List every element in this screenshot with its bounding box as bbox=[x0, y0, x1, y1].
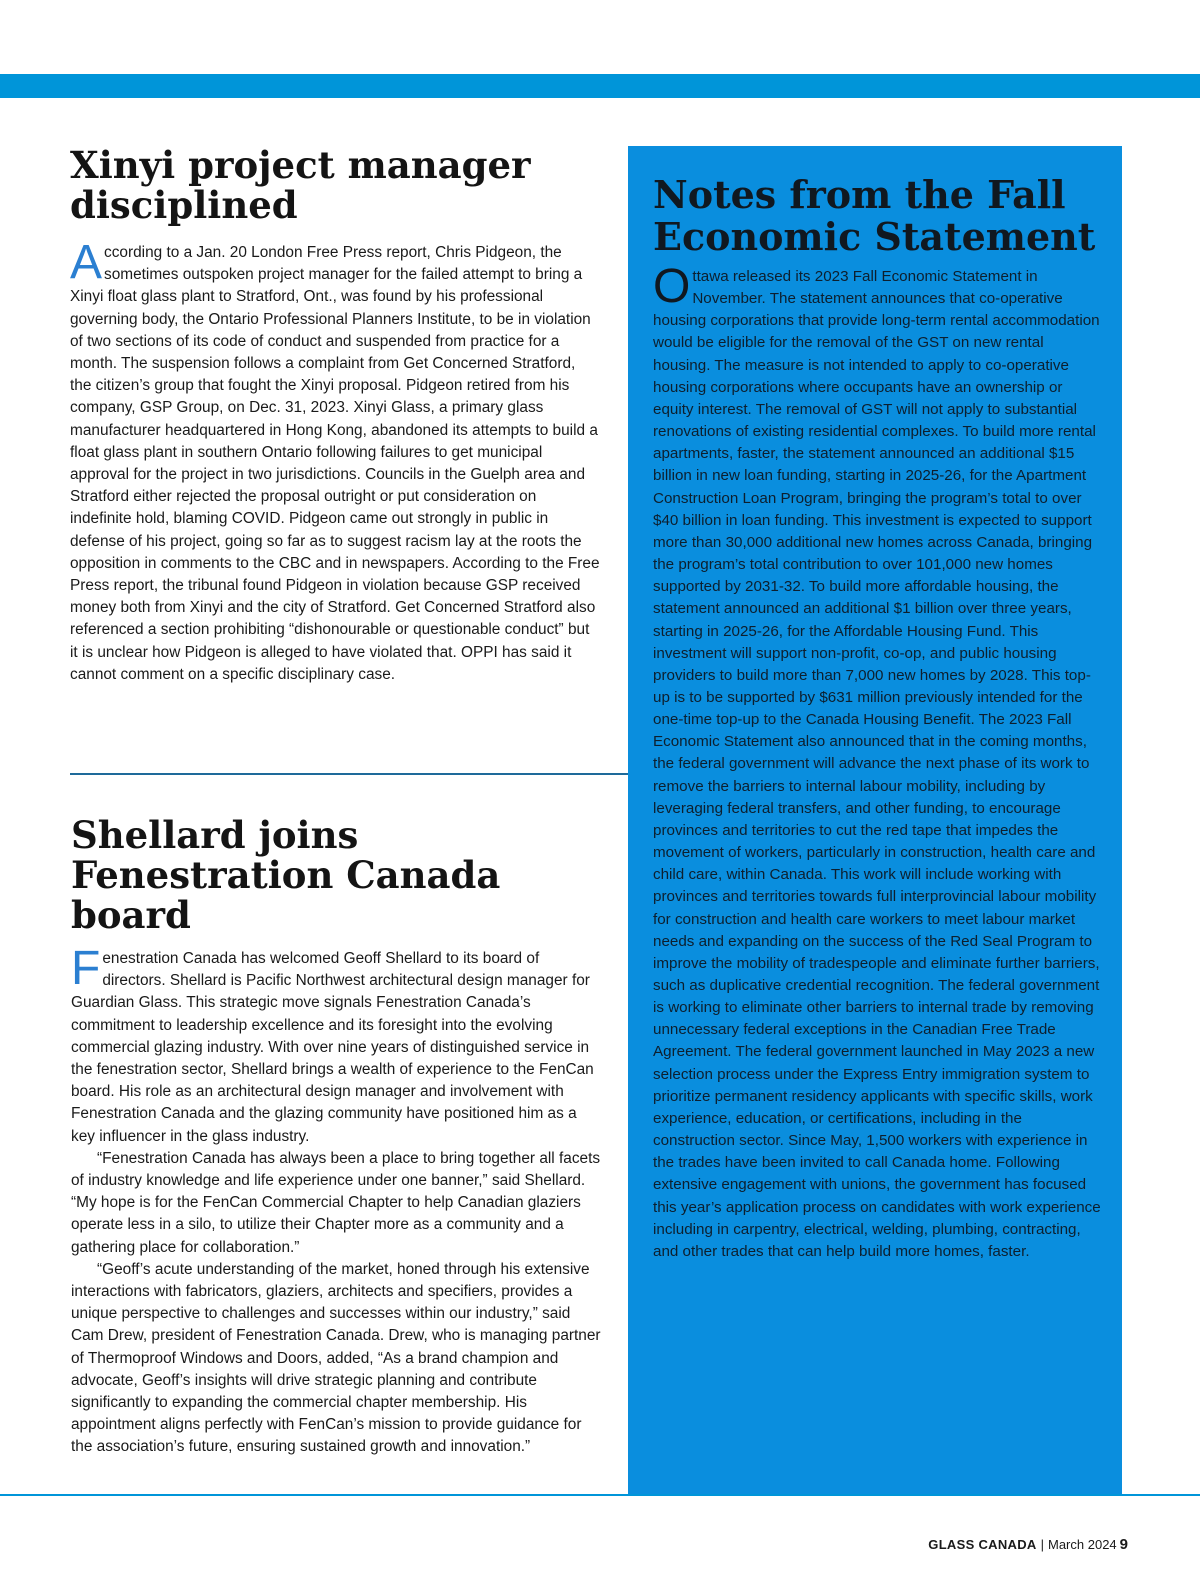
footer-rule bbox=[0, 1494, 1200, 1496]
drop-cap: O bbox=[653, 260, 691, 313]
sidebar-title: Notes from the Fall Economic Statement bbox=[653, 172, 1096, 259]
article-paragraph: “Geoff’s acute understanding of the market, honed through his extensive interactions with fabricators, glaziers, architects and specifiers, provides a unique perspective to challenges and successes within our industry,” said Cam Drew, president of Fenestration Canada. Drew, who is managing partner of Thermoproof Windows and Doors, added, “As a brand champion and advocate, Geoff’s insights will drive strategic planning and contribute significantly to expanding the commercial chapter membership. His appointment aligns perfectly with FenCan’s mission to provide guidance for the association’s future, ensuring sustained growth and innovation.” bbox=[71, 1260, 601, 1456]
publication-name: GLASS CANADA bbox=[928, 1537, 1037, 1552]
page-number: 9 bbox=[1119, 1536, 1128, 1553]
footer-separator: | bbox=[1040, 1537, 1044, 1552]
top-accent-bar bbox=[0, 74, 1200, 98]
sidebar-body bbox=[653, 260, 1101, 1263]
drop-cap: F bbox=[71, 942, 101, 995]
drop-cap: A bbox=[70, 236, 103, 289]
article-paragraph: enestration Canada has welcomed Geoff Shellard to its board of directors. Shellard is Pacific Northwest architectural design manager for Guardian Glass. This strategic move signals Fenestration Canada’s commitment to leadership excellence and its foresight into the evolving commercial glazing industry. With over nine years of distinguished service in the fenestration sector, Shellard brings a wealth of experience to the FenCan board. His role as an architectural design manager and involvement with Fenestration Canada and the glazing community have positioned him as a key influencer in the glass industry. bbox=[71, 950, 594, 1145]
article-paragraph: “Fenestration Canada has always been a place to bring together all facets of industry knowledge and life experience under one banner,” said Shellard. “My hope is for the FenCan Commercial Chapter to help Canadian glaziers operate less in a silo, to utilize their Chapter more as a community and a gathering place for collaboration.” bbox=[71, 1149, 601, 1256]
article-title: Xinyi project manager disciplined bbox=[70, 143, 531, 227]
page-footer bbox=[928, 1536, 1128, 1553]
sidebar-paragraph: ttawa released its 2023 Fall Economic Statement in November. The statement announces that co-operative housing corporations that provide long-term rental accommodation would be eligible for the removal of the GST on new rental housing. The measure is not intended to apply to co-operative housing corporations where occupants have an ownership or equity interest. The removal of GST will not apply to substantial renovations of existing residential complexes. To build more rental apartments, faster, the statement announced an additional $15 billion in new loan funding, starting in 2025-26, for the Apartment Construction Loan Program, bringing the program’s total to over $40 billion in loan funding. This investment is expected to support more than 30,000 additional new homes across Canada, bringing the program’s total contribution to over 101,000 new homes supported by 2031-32. To build more affordable housing, the statement announced an additional $1 billion over three years, starting in 2025-26, for the Affordable Housing Fund. This investment will support non-profit, co-op, and public housing providers to build more than 7,000 new homes by 2028. This top-up is to be supported by $631 million previously intended for the one-time top-up to the Canada Housing Benefit. The 2023 Fall Economic Statement also announced that in the coming months, the federal government will advance the next phase of its work to remove the barriers to internal labour mobility, including by leveraging federal transfers, and other funding, to encourage provinces and territories to cut the red tape that impedes the movement of workers, particularly in construction, health care and child care, within Canada. This work will include working with provinces and territories towards full interprovincial labour mobility for construction and health care workers to meet labour market needs and expanding on the success of the Red Seal Program to improve the mobility of tradespeople and eliminate further barriers, such as duplicative credential recognition. The federal government is working to eliminate other barriers to internal trade by removing unnecessary federal exceptions in the Canadian Free Trade Agreement. The federal government launched in May 2023 a new selection process under the Express Entry immigration system to prioritize permanent residency applicants with specific skills, work experience, education, or certifications, including in the construction sector. Since May, 1,500 workers with experience in the trades have been invited to call Canada home. Following extensive engagement with unions, the government has focused this year’s application process on candidates with work experience including in carpentry, electrical, welding, plumbing, contracting, and other trades that can help build more homes, faster. bbox=[653, 268, 1101, 1260]
article-paragraph: ccording to a Jan. 20 London Free Press report, Chris Pidgeon, the sometimes outspoken project manager for the failed attempt to bring a Xinyi float glass plant to Stratford, Ont., was found by his professional governing body, the Ontario Professional Planners Institute, to be in violation of two sections of its code of conduct and suspended from practice for a month. The suspension follows a complaint from Get Concerned Stratford, the citizen’s group that fought the Xinyi proposal. Pidgeon retired from his company, GSP Group, on Dec. 31, 2023. Xinyi Glass, a primary glass manufacturer headquartered in Hong Kong, abandoned its attempts to build a float glass plant in southern Ontario following failures to get municipal approval for the project in two jurisdictions. Councils in the Guelph area and Stratford either rejected the proposal outright or put consideration on indefinite hold, blaming COVID. Pidgeon came out strongly in public in defense of his project, going so far as to suggest racism lay at the roots the opposition in comments to the CBC and in newspapers. According to the Free Press report, the tribunal found Pidgeon in violation because GSP received money both from Xinyi and the city of Stratford. Get Concerned Stratford also referenced a section prohibiting “dishonourable or questionable conduct” but it is unclear how Pidgeon is alleged to have violated that. OPPI has said it cannot comment on a specific disciplinary case. bbox=[70, 244, 600, 683]
article-shellard bbox=[71, 815, 601, 1459]
article-body bbox=[71, 942, 601, 1459]
article-body bbox=[70, 236, 600, 686]
article-title: Shellard joins Fenestration Canada board bbox=[71, 813, 501, 937]
sidebar-fall-statement bbox=[628, 146, 1122, 1496]
article-xinyi bbox=[70, 145, 600, 686]
issue-date: March 2024 bbox=[1048, 1537, 1117, 1552]
section-divider bbox=[70, 773, 630, 775]
